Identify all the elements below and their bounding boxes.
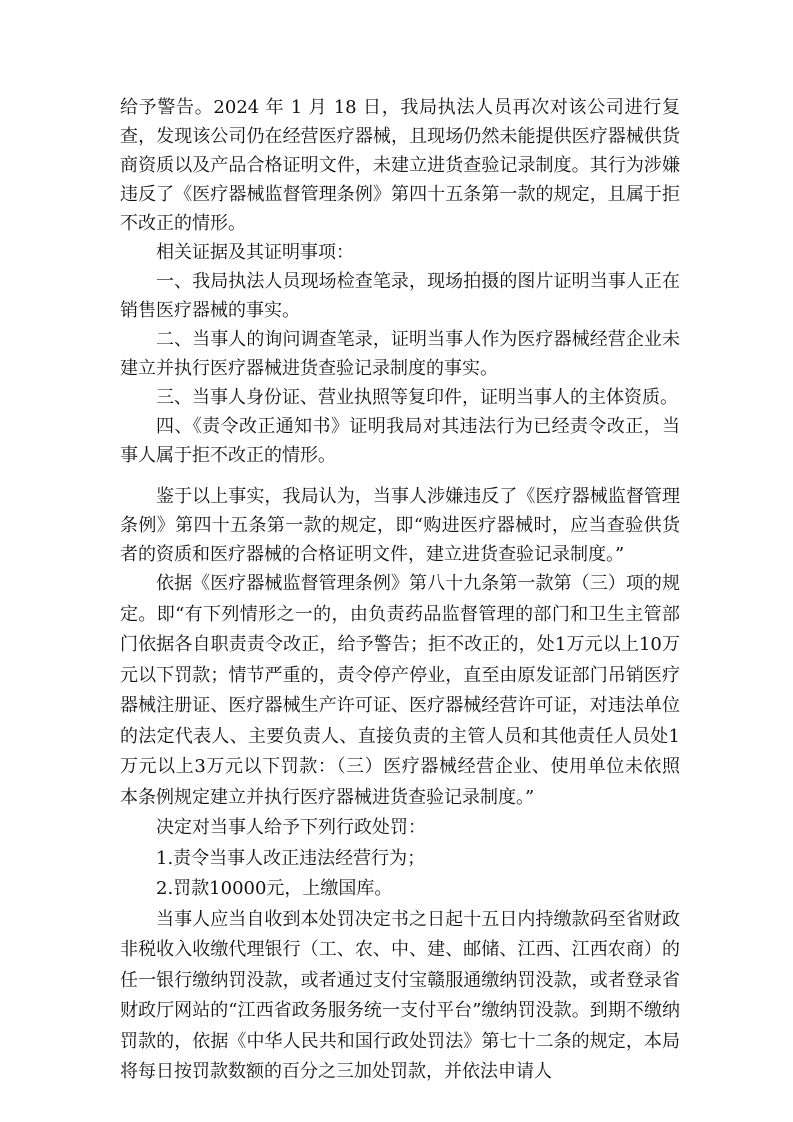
paragraph-evidence-1: 一、我局执法人员现场检查笔录，现场拍摄的图片证明当事人正在销售医疗器械的事实。 bbox=[120, 271, 680, 321]
paragraph-penalty-2: 2.罚款10000元，上缴国库。 bbox=[156, 878, 393, 899]
paragraph-penalty-heading: 决定对当事人给予下列行政处罚： bbox=[156, 817, 426, 838]
document-body bbox=[120, 93, 680, 1088]
paragraph-payment-instructions: 当事人应当自收到本处罚决定书之日起十五日内持缴款码至省财政非税收入收缴代理银行（工、农、中、建、邮储、江西、江西农商）的任一银行缴纳罚没款，或者通过支付宝赣服通缴纳罚没款，或者登录省财政厅网站的“江西省政务服务统一支付平台”缴纳罚没款。到期不缴纳罚款的，依据《中华人民共和国行政处罚法》第七十二条的规定，本局将每日按罚款数额的百分之三加处罚款，并依法申请人 bbox=[120, 908, 680, 1082]
paragraph-evidence-heading: 相关证据及其证明事项： bbox=[156, 242, 354, 263]
paragraph-legal-basis: 依据《医疗器械监督管理条例》第八十九条第一款第（三）项的规定。即“有下列情形之一的，由负责药品监督管理的部门和卫生主管部门依据各自职责责令改正，给予警告；拒不改正的，处1万元以上10万元以下罚款；情节严重的，责令停产停业，直至由原发证部门吊销医疗器械注册证、医疗器械生产许可证、医疗器械经营许可证，对违法单位的法定代表人、主要负责人、直接负责的主管人员和其他责任人员处1万元以上3万元以下罚款：（三）医疗器械经营企业、使用单位未依照本条例规定建立并执行医疗器械进货查验记录制度。” bbox=[120, 573, 680, 808]
paragraph-penalty-1: 1.责令当事人改正违法经营行为； bbox=[156, 847, 426, 869]
paragraph-evidence-2: 二、当事人的询问调查笔录，证明当事人作为医疗器械经营企业未建立并执行医疗器械进货查验记录制度的事实。 bbox=[120, 329, 680, 379]
paragraph-review-finding: 给予警告。2024 年 1 月 18 日，我局执法人员再次对该公司进行复查，发现该公司仍在经营医疗器械，且现场仍然未能提供医疗器械供货商资质以及产品合格证明文件，未建立进货查验记录制度。其行为涉嫌违反了《医疗器械监督管理条例》第四十五条第一款的规定，且属于拒不改正的情形。 bbox=[120, 97, 680, 234]
paragraph-evidence-4: 四、《责令改正通知书》证明我局对其违法行为已经责令改正，当事人属于拒不改正的情形。 bbox=[120, 416, 680, 466]
paragraph-conclusion: 鉴于以上事实，我局认为，当事人涉嫌违反了《医疗器械监督管理条例》第四十五条第一款的规定，即“购进医疗器械时，应当查验供货者的资质和医疗器械的合格证明文件，建立进货查验记录制度。” bbox=[120, 486, 680, 565]
decision-section bbox=[120, 569, 680, 1088]
paragraph-evidence-3: 三、当事人身份证、营业执照等复印件，证明当事人的主体资质。 bbox=[156, 387, 678, 408]
